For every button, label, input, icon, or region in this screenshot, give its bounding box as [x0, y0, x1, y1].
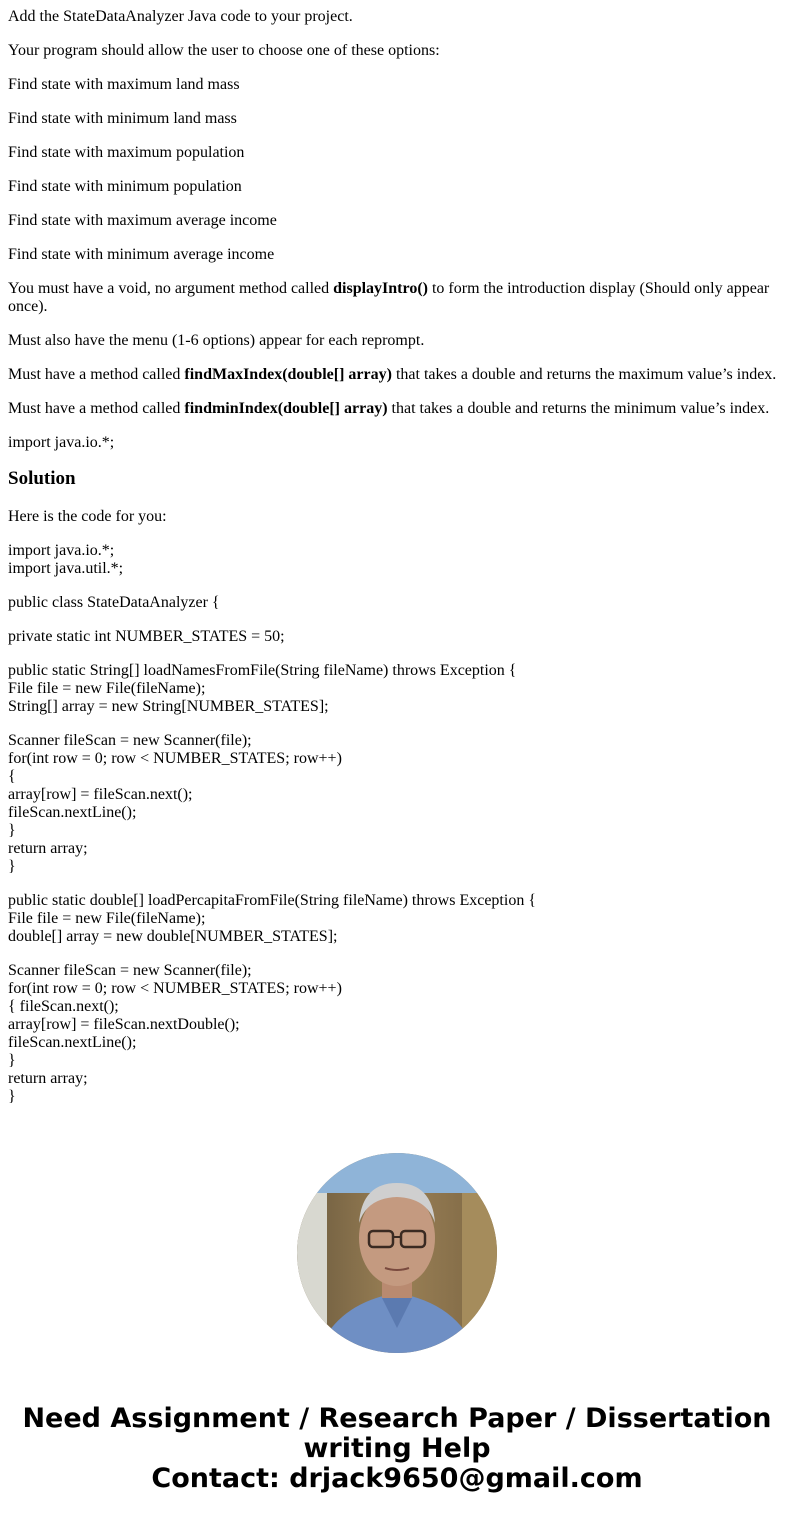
- requirement-find-min: Must have a method called findminIndex(double[] array) that takes a double and returns the minimum value’s index.: [8, 400, 770, 417]
- code-line: File file = new File(fileName);: [8, 910, 206, 927]
- solution-lead: Here is the code for you:: [8, 508, 167, 525]
- code-field: private static int NUMBER_STATES = 50;: [8, 628, 285, 645]
- code-line: public static String[] loadNamesFromFile(String fileName) throws Exception {: [8, 662, 517, 679]
- import-line: import java.io.*;: [8, 434, 115, 451]
- code-method1-body: [8, 732, 786, 876]
- code-line: array[row] = fileScan.nextDouble();: [8, 1016, 240, 1033]
- code-line: return array;: [8, 1070, 88, 1087]
- footer-promo: [0, 1404, 794, 1494]
- option-item: Find state with maximum land mass: [8, 76, 240, 93]
- author-avatar: [297, 1153, 497, 1353]
- code-line: public static double[] loadPercapitaFromFile(String fileName) throws Exception {: [8, 892, 536, 909]
- code-line: import java.io.*;: [8, 542, 115, 559]
- choose-text: Your program should allow the user to choose one of these options:: [8, 42, 440, 59]
- option-item: Find state with minimum average income: [8, 246, 275, 263]
- code-line: { fileScan.next();: [8, 998, 119, 1015]
- code-line: fileScan.nextLine();: [8, 1034, 137, 1051]
- code-line: for(int row = 0; row < NUMBER_STATES; row++): [8, 980, 342, 997]
- code-line: Scanner fileScan = new Scanner(file);: [8, 732, 252, 749]
- code-imports: [8, 542, 786, 578]
- code-line: Scanner fileScan = new Scanner(file);: [8, 962, 252, 979]
- code-method1-head: [8, 662, 786, 716]
- document-body: [8, 8, 786, 1122]
- author-portrait-image: [297, 1153, 497, 1353]
- option-item: Find state with maximum average income: [8, 212, 277, 229]
- option-item: Find state with minimum population: [8, 178, 242, 195]
- solution-heading: Solution: [8, 468, 76, 489]
- requirement-display-intro: You must have a void, no argument method called displayIntro() to form the introduction display (Should only appear once).: [8, 280, 770, 315]
- code-line: import java.util.*;: [8, 560, 124, 577]
- footer-line: writing Help: [303, 1433, 491, 1464]
- footer-contact: Contact: drjack9650@gmail.com: [151, 1463, 643, 1494]
- code-line: double[] array = new double[NUMBER_STATES];: [8, 928, 338, 945]
- code-line: File file = new File(fileName);: [8, 680, 206, 697]
- requirement-menu: Must also have the menu (1-6 options) appear for each reprompt.: [8, 332, 425, 349]
- footer-line: Need Assignment / Research Paper / Dissertation: [22, 1403, 772, 1434]
- code-method2-head: [8, 892, 786, 946]
- code-line: }: [8, 1088, 16, 1105]
- code-line: fileScan.nextLine();: [8, 804, 137, 821]
- code-line: }: [8, 822, 16, 839]
- code-line: }: [8, 858, 16, 875]
- option-item: Find state with maximum population: [8, 144, 245, 161]
- intro-text: Add the StateDataAnalyzer Java code to your project.: [8, 8, 353, 25]
- code-line: for(int row = 0; row < NUMBER_STATES; row++): [8, 750, 342, 767]
- code-line: }: [8, 1052, 16, 1069]
- requirement-find-max: Must have a method called findMaxIndex(double[] array) that takes a double and returns the maximum value’s index.: [8, 366, 777, 383]
- code-method2-body: [8, 962, 786, 1106]
- option-item: Find state with minimum land mass: [8, 110, 237, 127]
- code-line: array[row] = fileScan.next();: [8, 786, 193, 803]
- code-line: String[] array = new String[NUMBER_STATES];: [8, 698, 329, 715]
- code-block: [8, 542, 786, 1106]
- code-class-decl: public class StateDataAnalyzer {: [8, 594, 220, 611]
- code-line: {: [8, 768, 16, 785]
- code-line: return array;: [8, 840, 88, 857]
